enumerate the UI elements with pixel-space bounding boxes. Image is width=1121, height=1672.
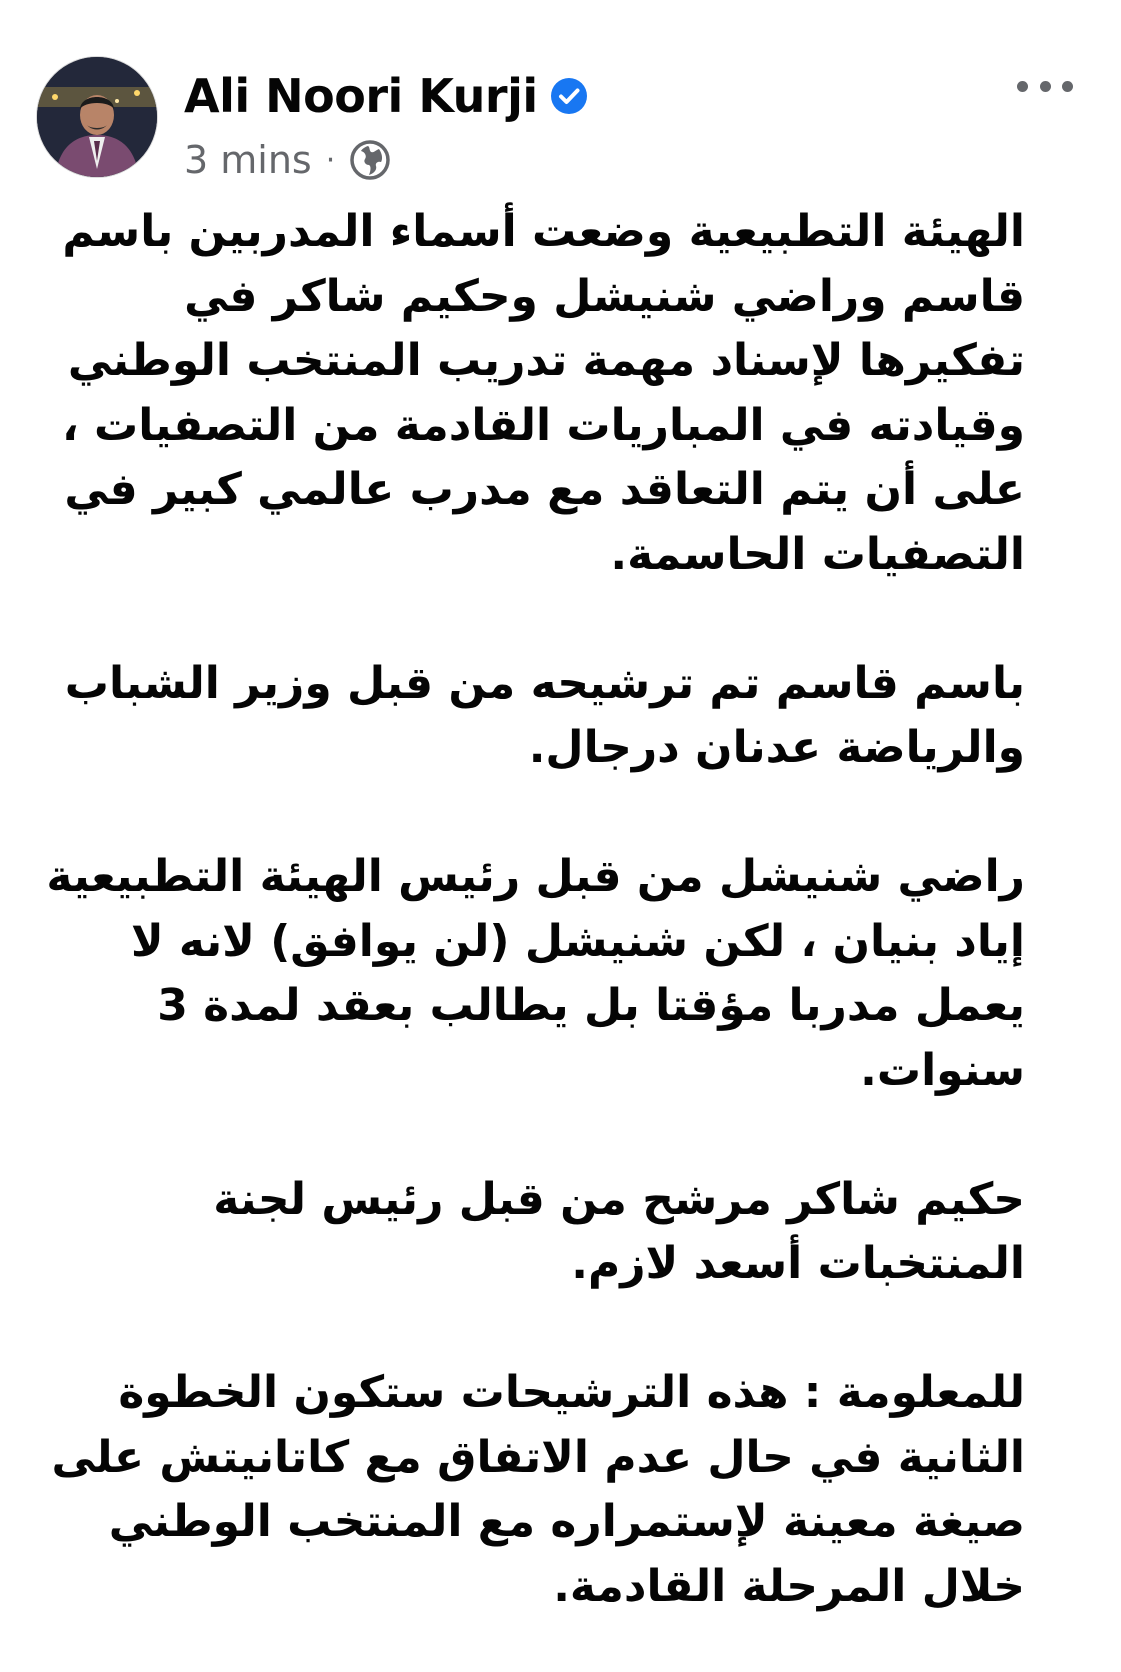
more-horizontal-icon: [1017, 81, 1028, 92]
author-row: [184, 64, 965, 128]
post-header: [36, 56, 1085, 186]
post-paragraph: الهيئة التطبيعية وضعت أسماء المدربين باسم قاسم وراضي شنيشل وحكيم شاكر في تفكيرها لإسناد مهمة تدريب المنتخب الوطني وقيادته في المباريات القادمة من التصفيات ، على أن يتم التعاقد مع مدرب عالمي كبير في التصفيات الحاسمة.: [62, 206, 1025, 580]
more-horizontal-icon-dot: [1040, 81, 1051, 92]
post-meta: [184, 132, 965, 188]
author-avatar[interactable]: [36, 56, 158, 178]
post-paragraph: باسم قاسم تم ترشيحه من قبل وزير الشباب والرياضة عدنان درجال.: [64, 657, 1025, 773]
verified-badge-icon: [550, 77, 588, 115]
globe-icon[interactable]: [349, 139, 391, 181]
post-paragraph: حكيم شاكر مرشح من قبل رئيس لجنة المنتخبات أسعد لازم.: [213, 1173, 1025, 1289]
author-name[interactable]: Ali Noori Kurji: [184, 69, 538, 123]
post-paragraph: راضي شنيشل من قبل رئيس الهيئة التطبيعية إياد بنيان ، لكن شنيشل (لن يوافق) لانه لا يعمل مدربا مؤقتا بل يطالب بعقد لمدة 3 سنوات.: [46, 851, 1025, 1096]
post-body: [40, 200, 1025, 1619]
author-block: [184, 64, 965, 188]
more-horizontal-icon-dot: [1062, 81, 1073, 92]
more-options-button[interactable]: [1017, 66, 1073, 106]
post-paragraph: للمعلومة : هذه الترشيحات ستكون الخطوة الثانية في حال عدم الاتفاق مع كاتانيتش على صيغة معينة لإستمراره مع المنتخب الوطني خلال المرحلة القادمة.: [51, 1367, 1025, 1612]
meta-separator: ·: [325, 142, 336, 178]
avatar-photo-icon: [37, 57, 157, 177]
post-timestamp[interactable]: 3 mins: [184, 138, 312, 182]
